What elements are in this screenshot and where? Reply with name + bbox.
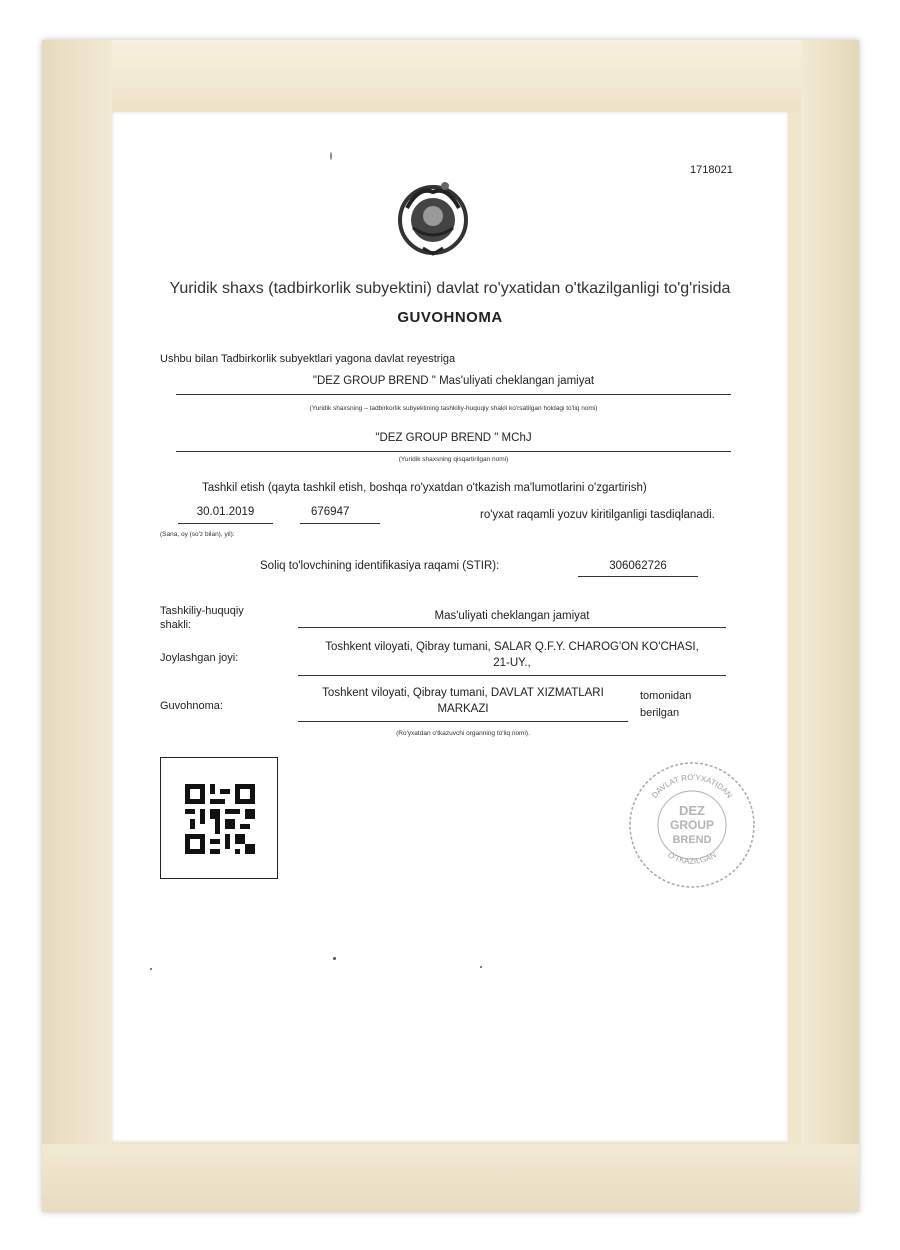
issued-text: berilgan	[640, 707, 680, 719]
location-underline	[298, 675, 726, 676]
reg-number-underline	[300, 523, 380, 524]
stamp-center-line3: BREND	[672, 834, 712, 846]
state-emblem-icon	[393, 178, 473, 258]
stir-value: 306062726	[609, 560, 667, 572]
stamp-text-bottom: O'TKAZILGAN	[666, 850, 718, 866]
form-label-line2: shakli:	[160, 619, 192, 631]
company-full-name: "DEZ GROUP BREND " Mas'uliyati cheklangan jamiyat	[312, 375, 595, 387]
company-short-name: "DEZ GROUP BREND " MChJ	[375, 432, 532, 444]
frame-top-edge	[42, 40, 859, 112]
stamp-text-top: DAVLAT RO'YXATIDAN	[649, 772, 735, 800]
stamp-center-line2: GROUP	[669, 818, 715, 832]
issuer-value-line2: MARKAZI	[437, 703, 489, 715]
location-label: Joylashgan joyi:	[160, 652, 239, 664]
certificate-title-line: Yuridik shaxs (tadbirkorlik subyektini) davlat ro'yxatidan o'tkazilganligi to'g'risida	[169, 280, 731, 297]
full-name-caption: (Yuridik shaxsning – tadbirkorlik subyektining tashkiliy-huquqiy shakli ko'rsatilgan holdagi to'liq nomi)	[309, 405, 598, 412]
company-stamp	[627, 760, 757, 890]
scan-speck	[333, 957, 336, 960]
qr-code-icon	[185, 784, 255, 854]
registration-date: 30.01.2019	[196, 506, 255, 518]
registration-number: 676947	[311, 506, 350, 518]
frame-right-edge	[801, 40, 859, 1212]
location-value-line2: 21-UY.,	[493, 657, 531, 669]
location-value-line1: Toshkent viloyati, Qibray tumani, SALAR Q.F.Y. CHAROG'ON KO'CHASI,	[325, 641, 699, 653]
issued-by-text: tomonidan	[640, 690, 692, 702]
short-name-caption: (Yuridik shaxsning qisqartirilgan nomi)	[398, 456, 509, 463]
stamp-center-line1: DEZ	[679, 803, 705, 818]
frame-bottom-edge	[42, 1144, 859, 1212]
issuer-underline	[298, 721, 628, 722]
certificate-heading: GUVOHNOMA	[397, 309, 503, 326]
document-number: 1718021	[690, 164, 733, 176]
issuer-value-line1: Toshkent viloyati, Qibray tumani, DAVLAT XIZMATLARI	[322, 687, 604, 699]
issuer-caption: (Ro'yxatdan o'tkazuvchi organning to'liq nomi).	[396, 730, 530, 737]
svg-text:O'TKAZILGAN	[666, 850, 718, 866]
form-underline	[298, 627, 726, 628]
date-caption: (Sana, oy (so'z bilan), yil):	[160, 531, 235, 538]
frame-left-edge	[42, 40, 112, 1212]
stir-underline	[578, 576, 698, 577]
stir-label: Soliq to'lovchining identifikasiya raqami (STIR):	[260, 560, 500, 572]
form-label-line1: Tashkiliy-huquqiy	[160, 605, 244, 617]
short-name-underline	[176, 451, 731, 452]
date-underline	[178, 523, 273, 524]
svg-text:DAVLAT RO'YXATIDAN	[650, 773, 734, 800]
full-name-underline	[176, 394, 731, 395]
form-value: Mas'uliyati cheklangan jamiyat	[434, 610, 590, 622]
scan-speck	[330, 152, 332, 160]
establish-text: Tashkil etish (qayta tashkil etish, boshqa ro'yxatdan o'tkazish ma'lumotlarini o'zgartirish)	[202, 482, 647, 494]
intro-text: Ushbu bilan Tadbirkorlik subyektlari yagona davlat reyestriga	[160, 353, 456, 365]
confirm-text: ro'yxat raqamli yozuv kiritilganligi tasdiqlanadi.	[480, 509, 715, 521]
certificate-label: Guvohnoma:	[160, 700, 223, 712]
qr-code-box	[160, 757, 278, 879]
scan-speck	[480, 966, 482, 968]
scan-speck	[150, 968, 152, 970]
